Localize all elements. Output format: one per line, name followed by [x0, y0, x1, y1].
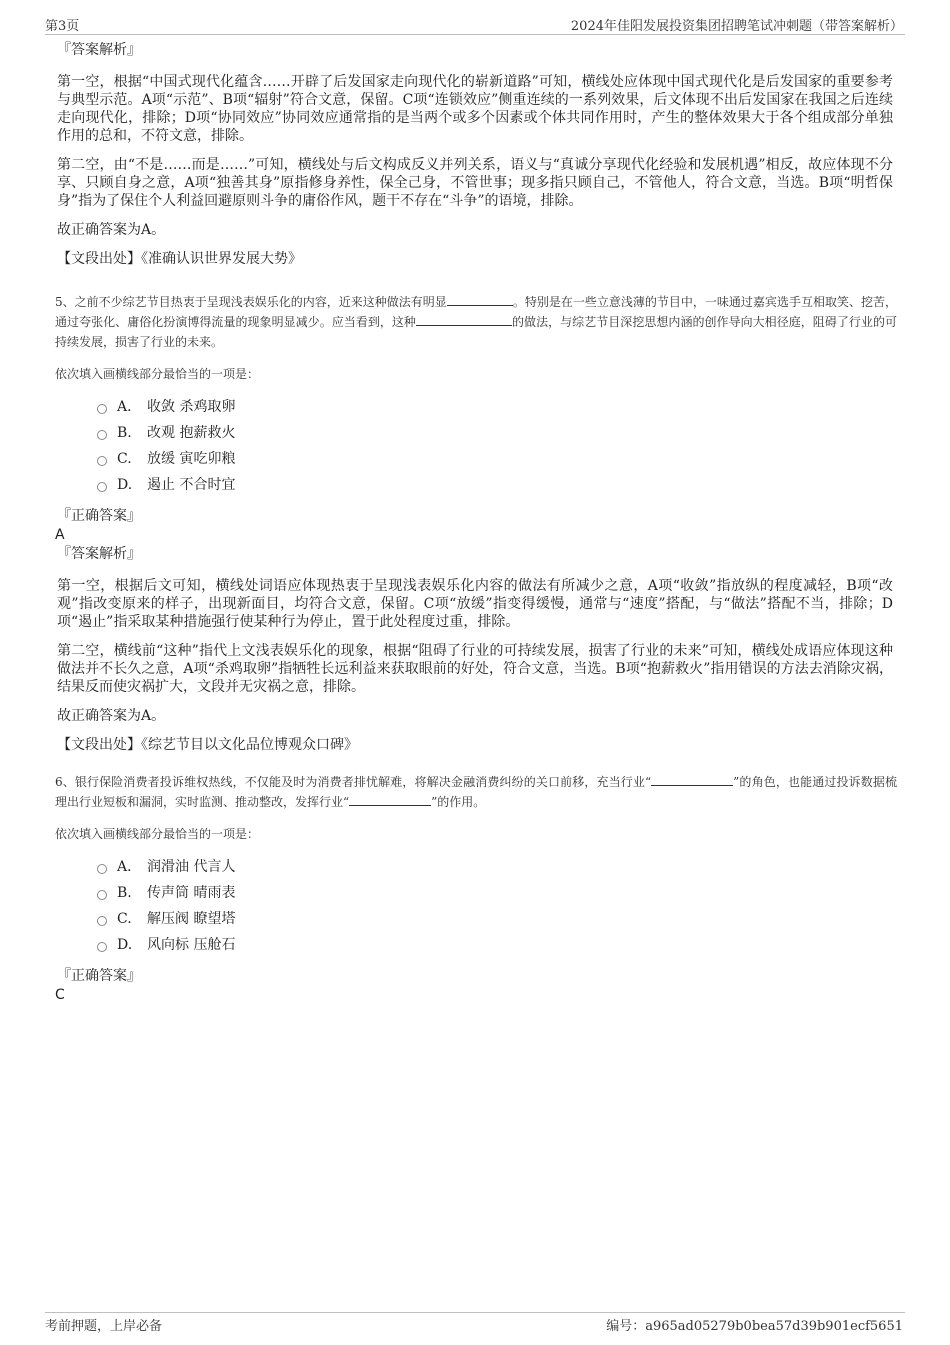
- correct-answer-label: 『正确答案』: [57, 968, 141, 984]
- answer-blank: [651, 772, 733, 786]
- analysis-paragraph: 第一空，根据后文可知，横线处词语应体现热衷于呈现浅表娱乐化内容的做法有所减少之意，A项“收敛”指放纵的程度减轻，B项“改观”指改变原来的样子，出现新面目，均符合文意，保留。C项“放缓”指变得缓慢，通常与“速度”搭配，与“做法”搭配不当，排除；D项“遏止”指采取某种措施强行使某种行为停止，置于此处程度过重，排除。: [57, 578, 893, 630]
- footer-slogan: 考前押题，上岸必备: [45, 1319, 163, 1334]
- answer-blank: [447, 292, 513, 306]
- conclusion: 故正确答案为A。: [57, 222, 166, 238]
- page-footer: [45, 1312, 905, 1337]
- conclusion: 故正确答案为A。: [57, 708, 166, 724]
- radio-icon[interactable]: [97, 404, 107, 414]
- correct-answer: A: [55, 527, 65, 543]
- options-list: [97, 854, 905, 958]
- answer-blank: [416, 312, 512, 326]
- question-prompt: 依次填入画横线部分最恰当的一项是：: [55, 827, 260, 841]
- question-6: 6、银行保险消费者投诉维权热线，不仅能及时为消费者排忧解难，将解决金融消费纠纷的关口前移，充当行业“ ”的角色，也能通过投诉数据梳理出行业短板和漏洞，实时监测、推动整改，发挥行业“ ”的作用。: [55, 772, 897, 812]
- option-c[interactable]: C. 放缓 寅吃卯粮: [97, 446, 905, 472]
- page-header: [45, 13, 905, 35]
- page-number: 第3页: [45, 19, 80, 34]
- radio-icon[interactable]: [97, 942, 107, 952]
- question-5: 5、之前不少综艺节目热衷于呈现浅表娱乐化的内容，近来这种做法有明显 。特别是在一些立意浅薄的节目中，一味通过嘉宾选手互相取笑、挖苦，通过夸张化、庸俗化扮演博得流量的现象明显减少。应当看到，这种 的做法，与综艺节目深挖思想内涵的创作导向大相径庭，阻碍了行业的可持续发展，损害了行业的未来。: [55, 292, 897, 352]
- analysis-paragraph: 第二空，由“不是……而是……”可知，横线处与后文构成反义并列关系，语义与“真诚分享现代化经验和发展机遇”相反，故应体现不分享、只顾自身之意，A项“独善其身”原指修身养性，保全己身，不管世事；现多指只顾自己，不管他人，符合文意，当选。B项“明哲保身”指为了保住个人利益回避原则斗争的庸俗作风，题干不存在“斗争”的语境，排除。: [57, 157, 893, 209]
- analysis-label: 『答案解析』: [57, 546, 141, 562]
- document-title: 2024年佳阳发展投资集团招聘笔试冲刺题（带答案解析）: [570, 19, 903, 34]
- source: 【文段出处】《准确认识世界发展大势》: [57, 251, 302, 267]
- document-id: 编号：a965ad05279b0bea57d39b901ecf5651: [606, 1319, 903, 1334]
- analysis-paragraph: 第二空，横线前“这种”指代上文浅表娱乐化的现象，根据“阻碍了行业的可持续发展，损害了行业的未来”可知，横线处成语应体现这种做法并不长久之意，A项“杀鸡取卵”指牺牲长远利益来获取眼前的好处，符合文意，当选。B项“抱薪救火”指用错误的方法去消除灾祸，结果反而使灾祸扩大，文段并无灾祸之意，排除。: [57, 643, 893, 695]
- radio-icon[interactable]: [97, 482, 107, 492]
- radio-icon[interactable]: [97, 916, 107, 926]
- option-d[interactable]: D. 遏止 不合时宜: [97, 472, 905, 498]
- option-d[interactable]: D. 风向标 压舱石: [97, 932, 905, 958]
- correct-answer: C: [55, 987, 65, 1003]
- question-prompt: 依次填入画横线部分最恰当的一项是：: [55, 367, 260, 381]
- page-content: [45, 40, 905, 1004]
- option-c[interactable]: C. 解压阀 瞭望塔: [97, 906, 905, 932]
- analysis-label: 『答案解析』: [57, 42, 141, 58]
- radio-icon[interactable]: [97, 864, 107, 874]
- answer-blank: [349, 792, 431, 806]
- radio-icon[interactable]: [97, 456, 107, 466]
- options-list: [97, 394, 905, 498]
- option-a[interactable]: A． 润滑油 代言人: [97, 854, 905, 880]
- option-b[interactable]: B. 改观 抱薪救火: [97, 420, 905, 446]
- correct-answer-label: 『正确答案』: [57, 508, 141, 524]
- option-b[interactable]: B. 传声筒 晴雨表: [97, 880, 905, 906]
- option-a[interactable]: A． 收敛 杀鸡取卵: [97, 394, 905, 420]
- analysis-paragraph: 第一空，根据“中国式现代化蕴含……开辟了后发国家走向现代化的崭新道路”可知，横线处应体现中国式现代化是后发国家的重要参考与典型示范。A项“示范”、B项“辐射”符合文意，保留。C项“连锁效应”侧重连续的一系列效果，后文体现不出后发国家在我国之后连续走向现代化，排除；D项“协同效应”协同效应通常指的是当两个或多个因素或个体共同作用时，产生的整体效果大于各个组成部分单独作用的总和，不符文意，排除。: [57, 74, 893, 144]
- radio-icon[interactable]: [97, 430, 107, 440]
- radio-icon[interactable]: [97, 890, 107, 900]
- source: 【文段出处】《综艺节目以文化品位博观众口碑》: [57, 737, 358, 753]
